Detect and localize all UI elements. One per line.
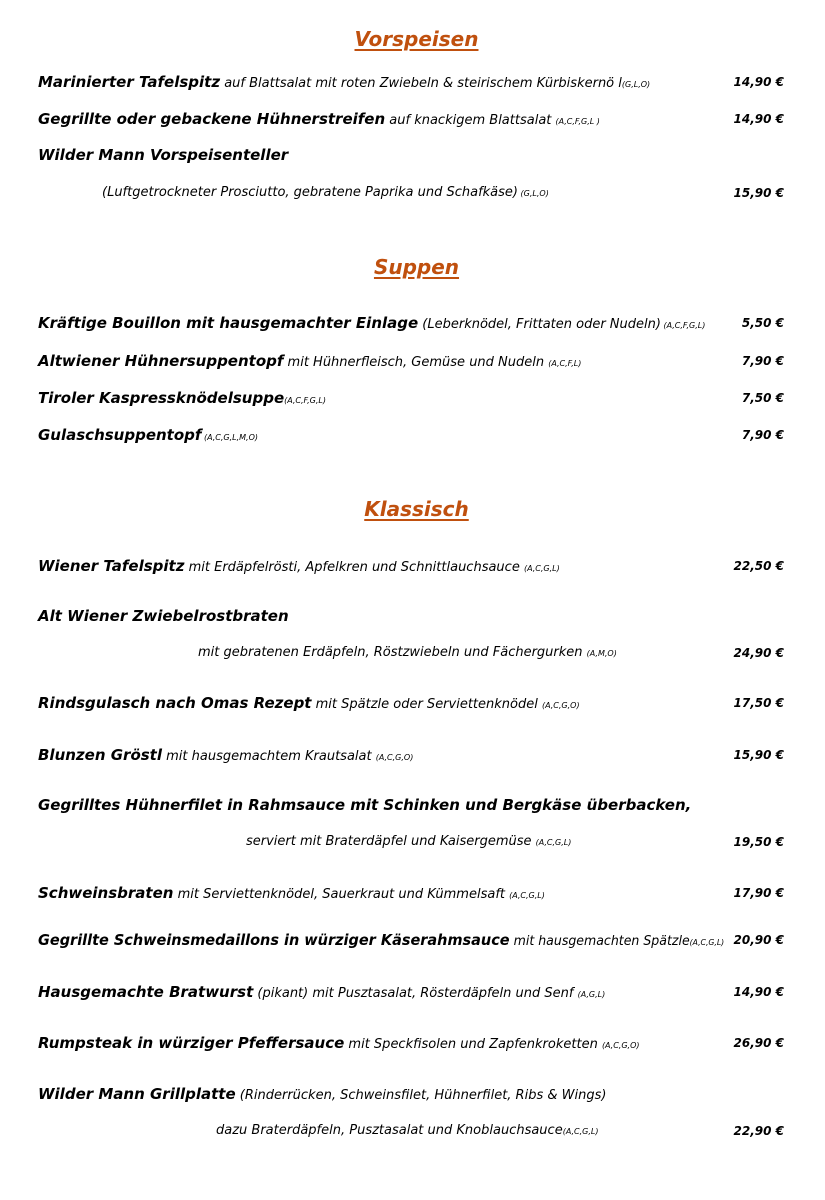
item-allergens: (A,M,O) (586, 649, 617, 658)
item-price: 24,90 € (733, 646, 784, 660)
menu-item (38, 70, 788, 94)
menu-item (38, 793, 788, 817)
item-allergens: (A,C,G,O) (375, 753, 414, 762)
item-allergens: (A,C,G,O) (541, 701, 580, 710)
item-description: mit Speckfisolen und Zapfenkroketten (344, 1037, 602, 1052)
item-allergens: (G,L,O) (621, 80, 651, 89)
item-price: 26,90 € (733, 1036, 784, 1050)
item-price: 14,90 € (733, 75, 784, 89)
item-name: Kräftige Bouillon mit hausgemachter Einlage (38, 314, 419, 332)
item-price: 14,90 € (733, 985, 784, 999)
item-name: Rumpsteak in würziger Pfeffersauce (38, 1034, 345, 1052)
menu-item (38, 980, 788, 1004)
menu-item (38, 143, 788, 167)
menu-item (38, 107, 788, 131)
menu-item (38, 881, 788, 905)
menu-item (38, 554, 788, 578)
item-description: mit Spätzle oder Serviettenknödel (311, 697, 542, 712)
item-price: 14,90 € (733, 112, 784, 126)
item-price: 20,90 € (733, 933, 784, 947)
item-description: (Luftgetrockneter Prosciutto, gebratene Paprika und Schafkäse) (102, 185, 518, 200)
item-name: Gegrillte oder gebackene Hühnerstreifen (38, 110, 386, 128)
menu-item (38, 1031, 788, 1055)
item-allergens: (A,C,F,L) (548, 359, 582, 368)
item-price: 7,90 € (741, 354, 784, 368)
item-allergens: (A,C,G,L) (562, 1127, 599, 1136)
item-allergens: (A,C,G,O) (601, 1041, 640, 1050)
item-price: 22,50 € (733, 559, 784, 573)
menu-item-detail (38, 1119, 788, 1143)
item-description: dazu Braterdäpfeln, Pusztasalat und Knoblauchsauce (216, 1123, 563, 1138)
item-name: Gegrillte Schweinsmedaillons in würziger Käserahmsauce (38, 931, 510, 949)
menu-item (38, 349, 788, 373)
item-price: 15,90 € (733, 186, 784, 200)
menu-item (38, 386, 788, 410)
item-allergens: (A,C,G,L) (689, 938, 725, 947)
item-description: mit Hühnerfleisch, Gemüse und Nudeln (283, 355, 549, 370)
section-heading-klassisch: Klassisch (364, 497, 469, 521)
item-allergens: (A,C,F,G,L) (660, 321, 706, 330)
item-description: (Leberknödel, Frittaten oder Nudeln) (418, 317, 661, 332)
item-price: 19,50 € (733, 835, 784, 849)
section-heading-suppen: Suppen (373, 255, 460, 279)
item-price: 17,90 € (733, 886, 784, 900)
item-description: auf Blattsalat mit roten Zwiebeln & steirischem Kürbiskernö l (220, 76, 622, 91)
menu-item (38, 743, 788, 767)
menu-item (38, 604, 788, 628)
item-description: (Rinderrücken, Schweinsfilet, Hühnerfilet, Ribs & Wings) (235, 1088, 607, 1103)
item-allergens: (G,L,O) (517, 189, 549, 198)
menu-item-detail (38, 181, 788, 205)
item-price: 7,90 € (741, 428, 784, 442)
item-name: Rindsgulasch nach Omas Rezept (38, 694, 312, 712)
item-price: 7,50 € (741, 391, 784, 405)
item-name: Wilder Mann Vorspeisenteller (38, 146, 289, 164)
item-allergens: (A,C,G,L) (509, 891, 545, 900)
item-description: mit gebratenen Erdäpfeln, Röstzwiebeln und Fächergurken (198, 645, 587, 660)
item-price: 15,90 € (733, 748, 784, 762)
item-description: mit Erdäpfelrösti, Apfelkren und Schnittlauchsauce (184, 560, 524, 575)
menu-item-detail (38, 830, 788, 854)
item-name: Gegrilltes Hühnerfilet in Rahmsauce mit Schinken und Bergkäse überbacken, (38, 796, 692, 814)
menu-item-detail (38, 641, 788, 665)
item-name: Tiroler Kaspressknödelsuppe (38, 389, 285, 407)
item-description: serviert mit Braterdäpfel und Kaisergemüse (246, 834, 536, 849)
menu-item (38, 423, 788, 447)
menu-item (38, 311, 788, 335)
item-name: Wiener Tafelspitz (38, 557, 185, 575)
item-allergens: (A,G,L) (577, 990, 606, 999)
item-allergens: (A,C,G,L,M,O) (201, 433, 258, 442)
item-allergens: (A,C,G,L) (523, 564, 560, 573)
item-name: Hausgemachte Bratwurst (38, 983, 254, 1001)
item-allergens: (A,C,G,L) (535, 838, 572, 847)
item-name: Gulaschsuppentopf (38, 426, 202, 444)
item-name: Alt Wiener Zwiebelrostbraten (38, 607, 289, 625)
item-price: 22,90 € (733, 1124, 784, 1138)
menu-item (38, 1082, 788, 1106)
item-name: Blunzen Gröstl (38, 746, 162, 764)
item-name: Altwiener Hühnersuppentopf (38, 352, 284, 370)
item-description: (pikant) mit Pusztasalat, Rösterdäpfeln und Senf (253, 986, 578, 1001)
item-description: auf knackigem Blattsalat (385, 113, 556, 128)
item-description: mit hausgemachtem Krautsalat (162, 749, 376, 764)
menu-item (38, 691, 788, 715)
menu-item (38, 928, 788, 952)
item-price: 17,50 € (733, 696, 784, 710)
section-heading-vorspeisen: Vorspeisen (354, 27, 479, 51)
item-name: Wilder Mann Grillplatte (38, 1085, 236, 1103)
item-description: mit Serviettenknödel, Sauerkraut und Kümmelsaft (173, 887, 510, 902)
item-name: Schweinsbraten (38, 884, 174, 902)
item-allergens: (A,C,F,G,L ) (555, 117, 600, 126)
item-name: Marinierter Tafelspitz (38, 73, 221, 91)
item-price: 5,50 € (741, 316, 784, 330)
item-allergens: (A,C,F,G,L) (284, 396, 326, 405)
item-description: mit hausgemachten Spätzle (509, 934, 690, 949)
